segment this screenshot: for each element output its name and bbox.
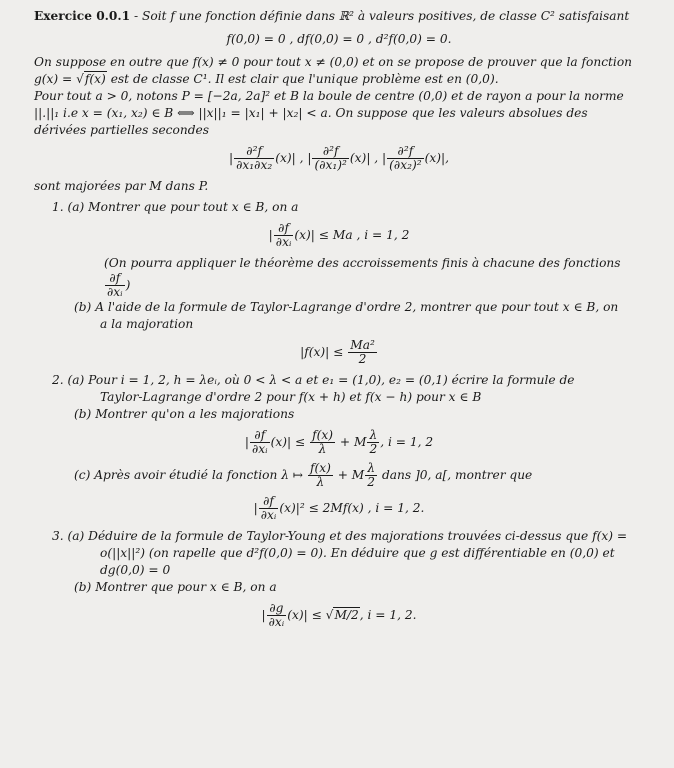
q1-a-label: (a) [67,200,85,214]
setup-paragraph [34,88,644,139]
exercise-intro [34,8,644,25]
df-dxi: $\frac{\partial f}{\text{∂xᵢ}}$ [275,221,292,249]
intro-text: - Soit f une fonction définie dans ℝ² à valeurs positives, de classe C² satisfaisant [134,9,630,23]
q2-b-formula: | $\frac{\partial f}{\text{∂xᵢ}}$ (x)| ≤ $\frac{f(x)}{\lambda}$ + M $\frac{\lambda}{2}$ , i = 1, 2 [244,428,434,456]
d2f-x1x2: $\frac{\text{∂²f}}{\text{∂x₁∂x₂}}$ [236,144,273,172]
q2-c: (c) Après avoir étudié la fonction λ ↦ $\frac{f(x)}{\lambda}$ + M $\frac{\lambda}{2}$ dans ]0, a[, montrer que [74,461,533,489]
ma2-over-2: $\frac{\text{Ma²}}{2}$ [350,338,375,366]
q2-c-formula: | $\frac{\partial f}{\text{∂xᵢ}}$ (x)|² ≤ 2Mf(x) , i = 1, 2. [253,494,425,522]
setup-line3: dérivées partielles secondes [34,123,209,137]
q1-b: (b) A l'aide de la formule de Taylor-Lagrange d'ordre 2, montrer que pour tout x ∈ B, on a la majoration [74,300,619,331]
q2-b-lambda-over-2: $\frac{\lambda}{2}$ [369,428,378,456]
second-derivatives-formula: | $\frac{\text{∂²f}}{\text{∂x₁∂x₂}}$ (x)| , | $\frac{\text{∂²f}}{\text{(∂x₁)²}}$ (x)| , | $\frac{\text{∂²f}}{\text{(∂x₂)²}}$ (x)|, [228,144,449,172]
q1-a [34,199,644,216]
exercise-title: Exercice 0.0.1 [34,9,131,23]
q2-c-lambda-over-2: $\frac{\lambda}{2}$ [367,461,376,489]
g-class-text: est de classe C¹. Il est clair que l'unique problème est en (0,0). [110,72,499,86]
hypothesis-line1: On suppose en outre que f(x) ≠ 0 pour tout x ≠ (0,0) et on se propose de prouver que la fonction [34,55,633,69]
initial-conditions: f(0,0) = 0 , df(0,0) = 0 , d²f(0,0) = 0. [226,32,452,46]
q1-a-formula: | $\frac{\partial f}{\text{∂xᵢ}}$ (x)| ≤ Ma , i = 1, 2 [268,221,410,249]
hint-df-dxi: $\frac{\partial f}{\text{∂xᵢ}}$ [107,271,123,299]
q3-number: 3. [52,529,64,543]
q2-b-df: $\frac{\partial f}{\text{∂xᵢ}}$ [252,428,268,456]
d2f-x1x1: $\frac{\text{∂²f}}{\text{(∂x₁)²}}$ [314,144,347,172]
q2-a: 2. (a) Pour i = 1, 2, h = λeᵢ, où 0 < λ < a et e₁ = (1,0), e₂ = (0,1) écrire la formule de Taylor-Lagrange d'ordre 2 pour f(x + h) et f(x − h) pour x ∈ B [52,373,575,404]
q1-a-text: Montrer que pour tout x ∈ B, on a [88,200,299,214]
q3-a: 3. (a) Déduire de la formule de Taylor-Young et des majorations trouvées ci-dessus que f(x) = o(||x||²) (on rapelle que d²f(0,0) = 0). En déduire que g est différentiable en (0,0) et dg(0,0) = 0 [52,529,628,577]
q2-c-df: $\frac{\partial f}{\text{∂xᵢ}}$ [260,494,277,522]
setup-line1: Pour tout a > 0, notons P = [−2a, 2a]² et B la boule de centre (0,0) et de rayon a pour la norme [34,89,624,103]
q3-b: (b) Montrer que pour x ∈ B, on a [74,580,277,594]
q1-a-hint: (On pourra appliquer le théorème des accroissements finis à chacune des fonctions $\frac{\partial f}{\text{∂xᵢ}}$ ) [104,256,621,299]
q1-b-formula: |f(x)| ≤ $\frac{\text{Ma²}}{2}$ [300,338,375,366]
d2f-x2x2: $\frac{\text{∂²f}}{\text{(∂x₂)²}}$ [389,144,422,172]
q1-number: 1. [52,200,64,214]
bounded-text: sont majorées par M dans P. [34,179,209,193]
q3-b-dg: $\frac{\partial g}{\text{∂xᵢ}}$ [268,601,285,629]
g-def: g(x) = [34,72,73,86]
g-sqrt-arg: f(x) [84,72,106,86]
q3-b-sqrt: M/2 [334,608,359,622]
q1-b-label: (b) [74,300,92,314]
hypothesis-paragraph: On suppose en outre que f(x) ≠ 0 pour tout x ≠ (0,0) et on se propose de prouver que la fonction g(x) = √f(x) est de classe C¹. Il est clair que l'unique problème est en (0,0). [34,55,633,86]
q2-c-f-over-lambda: $\frac{f(x)}{\lambda}$ [309,461,331,489]
q2-number: 2. [52,373,64,387]
q2-b-f-over-lambda: $\frac{f(x)}{\lambda}$ [312,428,333,456]
q2-b: (b) Montrer qu'on a les majorations [74,407,295,421]
setup-line2: ||.||₁ i.e x = (x₁, x₂) ∈ B ⟺ ||x||₁ = |x₁| + |x₂| < a. On suppose que les valeurs absolues des [34,106,588,120]
q3-b-formula: | $\frac{\partial g}{\text{∂xᵢ}}$ (x)| ≤ √M/2, i = 1, 2. [261,601,417,629]
